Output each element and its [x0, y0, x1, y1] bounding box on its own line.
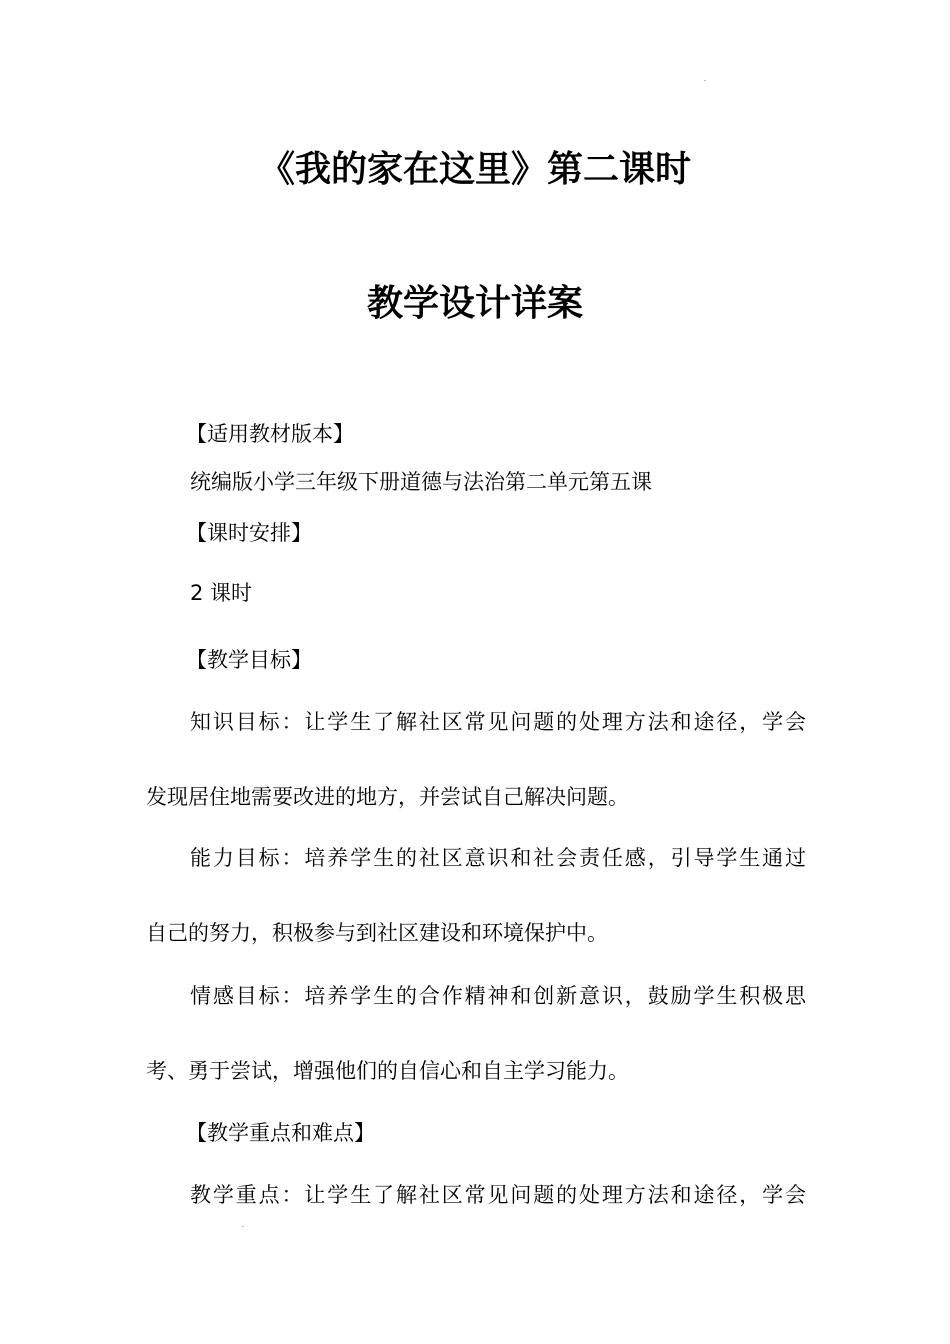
ability-objective-line2: 自己的努力，积极参与到社区建设和环境保护中。 — [146, 921, 608, 945]
key-point-line1: 教学重点：让学生了解社区常见问题的处理方法和途径，学会 — [190, 1183, 806, 1207]
knowledge-objective-line2: 发现居住地需要改进的地方，并尝试自己解决问题。 — [146, 785, 629, 809]
scan-speck — [242, 1226, 244, 1227]
section-heading-key-points: 【教学重点和难点】 — [186, 1121, 375, 1145]
section-heading-materials: 【适用教材版本】 — [186, 422, 354, 446]
section-heading-schedule: 【课时安排】 — [186, 521, 312, 545]
schedule-text: 2 课时 — [190, 581, 253, 605]
materials-text: 统编版小学三年级下册道德与法治第二单元第五课 — [190, 470, 652, 494]
knowledge-objective-line1: 知识目标：让学生了解社区常见问题的处理方法和途径，学会 — [190, 710, 806, 734]
scan-speck — [704, 80, 706, 81]
emotion-objective-line1: 情感目标：培养学生的合作精神和创新意识，鼓励学生积极思 — [190, 984, 806, 1008]
document-title: 《我的家在这里》第二课时 — [258, 149, 691, 190]
document-subtitle: 教学设计详案 — [366, 283, 583, 324]
ability-objective-line1: 能力目标：培养学生的社区意识和社会责任感，引导学生通过 — [190, 846, 806, 870]
emotion-objective-line2: 考、勇于尝试，增强他们的自信心和自主学习能力。 — [146, 1059, 629, 1083]
section-heading-objectives: 【教学目标】 — [186, 648, 312, 672]
